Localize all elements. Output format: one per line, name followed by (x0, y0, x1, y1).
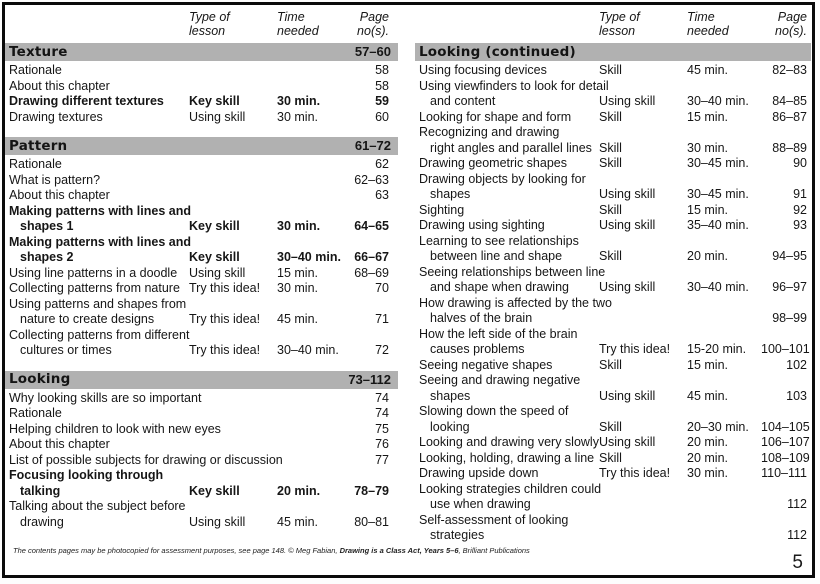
header-type-label (599, 10, 687, 38)
row-time-needed: 30 min. (277, 94, 321, 108)
toc-row (9, 235, 389, 266)
row-lesson-type: Skill (599, 202, 622, 217)
row-title-line: Seeing and drawing negative (419, 373, 581, 387)
row-time-needed: 30 min. (277, 109, 318, 124)
header-time-label-line: Time (687, 10, 715, 24)
section-rows (5, 61, 398, 125)
row-lesson-type: Skill (599, 156, 622, 170)
header-type-label-line: Type of (599, 10, 640, 24)
row-page-numbers: 91 (793, 187, 807, 201)
row-title (9, 281, 189, 297)
row-title (9, 110, 189, 126)
toc-row (9, 391, 389, 407)
row-page-numbers: 110–111 (761, 466, 807, 480)
row-title (9, 188, 189, 204)
row-title-line: looking (430, 419, 470, 434)
row-time-needed: 30–40 min. (687, 94, 749, 108)
row-page-numbers: 58 (375, 78, 389, 93)
footer-book-title: Drawing is a Class Act, Years 5–6 (339, 546, 459, 555)
row-page-numbers: 64–65 (354, 219, 389, 233)
section-pages: 57–60 (354, 44, 391, 59)
row-lesson-type: Skill (599, 109, 622, 124)
toc-column (415, 10, 811, 544)
row-title (419, 218, 599, 234)
row-time-needed: 30 min. (277, 281, 318, 295)
toc-row (419, 450, 810, 467)
row-page-numbers: 78–79 (354, 483, 389, 498)
row-title-line: Using line patterns in a doodle (9, 265, 178, 280)
toc-row (419, 404, 810, 435)
row-time-needed: 45 min. (687, 63, 728, 77)
row-title (419, 295, 612, 327)
header-type-label-line: lesson (599, 24, 636, 38)
row-time-needed: 30 min. (687, 466, 728, 480)
section-title: Looking (continued) (419, 43, 576, 60)
toc-row (9, 266, 389, 282)
toc-row (9, 453, 389, 469)
row-page-numbers: 108–109 (761, 450, 810, 465)
row-title-line: About this chapter (9, 188, 110, 202)
row-time-needed: 45 min. (277, 312, 318, 326)
toc-row (419, 482, 807, 513)
row-time-needed: 20–30 min. (687, 419, 749, 434)
row-time-needed: 30 min. (687, 140, 728, 155)
section-pages: 61–72 (354, 138, 391, 153)
row-title-line: Self-assessment of looking (419, 512, 569, 527)
row-title (9, 63, 189, 79)
row-lesson-type: Skill (599, 357, 622, 372)
row-title-line: How drawing is affected by the two (419, 295, 612, 310)
row-lesson-type: Using skill (599, 187, 656, 201)
row-lesson-type: Try this idea! (599, 342, 671, 356)
row-title (9, 79, 189, 95)
toc-row (9, 406, 389, 422)
row-title-line: cultures or times (20, 343, 112, 357)
footer-text-after: , Brilliant Publications (458, 546, 530, 555)
toc-row (419, 513, 807, 544)
toc-row (9, 328, 389, 359)
toc-row (419, 234, 807, 265)
row-time-needed: 15-20 min. (687, 342, 747, 356)
page-frame (2, 2, 815, 578)
row-page-numbers: 58 (375, 63, 389, 77)
row-title-line: Drawing objects by looking for (419, 171, 586, 186)
section (5, 137, 398, 359)
row-page-numbers: 112 (787, 497, 807, 511)
section-title: Pattern (9, 137, 68, 154)
section-header-bar (5, 371, 398, 389)
row-time-needed: 20 min. (687, 450, 728, 465)
toc-row (9, 94, 389, 110)
section-rows (5, 155, 398, 359)
row-title (9, 437, 189, 453)
row-title (419, 404, 599, 435)
toc-row (419, 435, 810, 451)
toc-row (419, 172, 807, 203)
toc-row (419, 79, 807, 110)
row-page-numbers: 82–83 (772, 63, 807, 77)
row-title (9, 94, 189, 110)
toc-row (419, 218, 807, 234)
row-title-line: Drawing textures (9, 109, 103, 124)
row-lesson-type: Using skill (599, 94, 656, 108)
header-page-label-line: no(s). (357, 24, 389, 38)
toc-row (419, 203, 807, 219)
toc-row (419, 156, 807, 172)
row-title (419, 125, 599, 156)
row-lesson-type: Using skill (189, 109, 246, 124)
row-lesson-type: Skill (599, 419, 622, 434)
row-page-numbers: 103 (786, 388, 807, 403)
row-title-line: Rationale (9, 63, 62, 77)
row-title-line: nature to create designs (20, 312, 155, 326)
section-header-bar (5, 43, 398, 61)
row-title-line: Looking for shape and form (419, 109, 572, 124)
row-page-numbers: 102 (786, 357, 807, 372)
row-title-line: drawing (20, 514, 64, 529)
toc-row (9, 499, 389, 530)
row-title-line: Drawing upside down (419, 466, 539, 480)
row-title-line: Drawing geometric shapes (419, 156, 567, 170)
row-title-line: and shape when drawing (430, 280, 569, 294)
row-title-line: Seeing relationships between line (419, 264, 606, 279)
row-title-line: Talking about the subject before (9, 499, 186, 513)
row-title-line: Slowing down the speed of (419, 404, 569, 418)
row-title (419, 451, 599, 467)
column-header-row (5, 10, 398, 41)
row-title (419, 327, 599, 358)
row-page-numbers: 71 (375, 312, 389, 326)
toc-row (9, 157, 389, 173)
footer-note (13, 546, 530, 555)
toc-row (419, 373, 807, 404)
row-title (9, 297, 189, 328)
row-title-line: shapes (430, 388, 471, 403)
row-title (419, 466, 599, 482)
row-page-numbers: 63 (375, 188, 389, 202)
row-page-numbers: 60 (375, 109, 389, 124)
row-page-numbers: 94–95 (772, 249, 807, 263)
row-time-needed: 30 min. (277, 219, 321, 233)
toc-row (9, 297, 389, 328)
row-title-line: Drawing different textures (9, 94, 164, 108)
row-lesson-type: Key skill (189, 250, 240, 264)
row-title (9, 499, 189, 530)
row-title-line: Making patterns with lines and (9, 234, 191, 249)
row-title (419, 63, 599, 79)
row-title (419, 481, 602, 513)
toc-row (9, 422, 389, 438)
header-time-label (277, 10, 351, 38)
header-time-label-line: needed (687, 24, 729, 38)
row-title-line: Helping children to look with new eyes (9, 421, 221, 436)
row-page-numbers: 62–63 (354, 172, 389, 187)
row-title (419, 234, 599, 265)
row-title-line: Collecting patterns from different (9, 327, 190, 342)
row-lesson-type: Key skill (189, 219, 240, 233)
row-title (9, 468, 189, 499)
row-title-line: Seeing negative shapes (419, 357, 553, 372)
row-title-line: and content (430, 94, 496, 108)
toc-row (9, 437, 389, 453)
row-title (9, 406, 189, 422)
row-title-line: How the left side of the brain (419, 326, 578, 341)
row-title-line: Making patterns with lines and (9, 203, 191, 218)
header-page-label (351, 10, 389, 38)
toc-row (9, 468, 389, 499)
row-page-numbers: 74 (375, 390, 389, 405)
row-lesson-type: Try this idea! (189, 343, 261, 357)
header-page-label-line: no(s). (775, 24, 807, 38)
row-time-needed: 30–45 min. (687, 187, 749, 201)
row-time-needed: 30–40 min. (687, 280, 749, 294)
row-title (419, 172, 599, 203)
toc-row (419, 125, 807, 156)
row-title-line: Using focusing devices (419, 63, 547, 77)
toc-column (5, 10, 398, 544)
row-title-line: Using viewfinders to look for detail (419, 78, 609, 93)
row-time-needed: 15 min. (687, 202, 728, 217)
row-lesson-type: Key skill (189, 483, 240, 498)
toc-row (419, 326, 810, 358)
column-gap (398, 10, 415, 544)
header-page-label-line: Page (359, 10, 389, 24)
row-lesson-type: Using skill (599, 435, 656, 449)
section-pages: 73–112 (348, 371, 391, 387)
column-header-row (415, 10, 811, 41)
toc-row (9, 204, 389, 235)
row-lesson-type: Using skill (189, 514, 246, 529)
row-page-numbers: 90 (793, 156, 807, 170)
row-time-needed: 15 min. (277, 265, 318, 280)
row-title-line: Looking, holding, drawing a line (419, 450, 595, 465)
row-page-numbers: 98–99 (772, 311, 807, 325)
row-title-line: shapes (430, 187, 471, 201)
row-title-line: Why looking skills are so important (9, 390, 202, 405)
row-time-needed: 35–40 min. (687, 218, 749, 232)
row-page-numbers: 66–67 (354, 250, 389, 264)
header-time-label-line: needed (277, 24, 319, 38)
row-title (9, 235, 189, 266)
row-page-numbers: 80–81 (354, 514, 389, 529)
toc-row (419, 296, 807, 327)
header-type-label-line: lesson (189, 24, 226, 38)
row-title (419, 110, 599, 126)
row-time-needed: 45 min. (687, 388, 728, 403)
toc-row (9, 173, 389, 189)
row-page-numbers: 93 (793, 218, 807, 232)
row-title-line: causes problems (430, 342, 525, 356)
row-title-line: right angles and parallel lines (430, 140, 592, 155)
toc-row (419, 466, 807, 482)
row-title-line: talking (20, 483, 61, 498)
section-rows (5, 389, 398, 531)
section (5, 371, 398, 531)
row-title (419, 203, 599, 219)
row-time-needed: 15 min. (687, 357, 728, 372)
row-title (419, 435, 599, 451)
row-time-needed: 30–40 min. (277, 250, 341, 264)
section-title: Texture (9, 43, 68, 60)
section (415, 43, 811, 544)
row-lesson-type: Try this idea! (189, 281, 261, 295)
row-page-numbers: 96–97 (772, 280, 807, 294)
row-title-line: halves of the brain (430, 311, 533, 325)
header-type-label (189, 10, 277, 38)
row-page-numbers: 70 (375, 281, 389, 295)
row-title (9, 328, 189, 359)
row-time-needed: 30–40 min. (277, 343, 339, 357)
row-page-numbers: 86–87 (772, 109, 807, 124)
row-page-numbers: 112 (787, 528, 807, 542)
row-page-numbers: 59 (375, 94, 389, 108)
row-title (9, 390, 202, 407)
row-title-line: Focusing looking through (9, 468, 164, 482)
row-page-numbers: 104–105 (761, 419, 810, 434)
row-page-numbers: 84–85 (772, 94, 807, 108)
row-title (419, 513, 599, 544)
toc-row (419, 63, 807, 79)
row-lesson-type: Skill (599, 140, 622, 155)
row-title-line: Recognizing and drawing (419, 125, 560, 139)
toc-row (9, 110, 389, 126)
section (5, 43, 398, 125)
row-title (9, 173, 189, 189)
row-lesson-type: Using skill (189, 265, 246, 280)
row-title-line: between line and shape (430, 249, 563, 263)
header-time-label-line: Time (277, 10, 305, 24)
row-page-numbers: 74 (375, 406, 389, 420)
row-page-numbers: 62 (375, 157, 389, 171)
row-title (9, 421, 221, 438)
row-page-numbers: 88–89 (772, 140, 807, 155)
row-title-line: Collecting patterns from nature (9, 281, 180, 295)
row-page-numbers: 106–107 (761, 435, 810, 449)
row-page-numbers: 100–101 (761, 342, 810, 356)
row-lesson-type: Using skill (599, 218, 656, 232)
toc-columns (5, 5, 812, 544)
row-title (9, 204, 189, 235)
row-title-line: strategies (430, 528, 485, 542)
row-lesson-type: Key skill (189, 94, 240, 108)
row-time-needed: 20 min. (277, 483, 321, 498)
row-title-line: Looking strategies children could (419, 481, 602, 496)
row-title-line: Looking and drawing very slowly (419, 435, 599, 449)
toc-row (419, 358, 807, 374)
row-title-line: What is pattern? (9, 172, 101, 187)
toc-row (9, 188, 389, 204)
row-lesson-type: Try this idea! (599, 466, 671, 480)
toc-row (9, 281, 389, 297)
row-lesson-type: Using skill (599, 280, 656, 294)
row-title (9, 157, 189, 173)
footer-text-before: The contents pages may be photocopied for assessment purposes, see page 148. © Meg Fabian, (13, 546, 340, 555)
row-title-line: List of possible subjects for drawing or discussion (9, 452, 283, 467)
row-title-line: Rationale (9, 157, 62, 171)
row-page-numbers: 92 (793, 202, 807, 217)
header-time-label (687, 10, 761, 38)
header-page-label (761, 10, 807, 38)
header-page-label-line: Page (777, 10, 807, 24)
header-type-label-line: Type of (189, 10, 230, 24)
row-time-needed: 20 min. (687, 249, 728, 263)
row-title (419, 358, 599, 374)
row-title (419, 264, 606, 296)
section-header-bar (415, 43, 811, 61)
row-time-needed: 15 min. (687, 109, 728, 124)
row-title-line: Rationale (9, 406, 62, 420)
row-title-line: shapes 1 (20, 219, 74, 233)
row-title (419, 156, 599, 172)
row-page-numbers: 76 (375, 437, 389, 451)
row-title (9, 266, 189, 282)
row-page-numbers: 72 (375, 343, 389, 357)
toc-row (9, 63, 389, 79)
toc-row (419, 110, 807, 126)
row-lesson-type: Try this idea! (189, 312, 261, 326)
row-time-needed: 20 min. (687, 435, 728, 449)
row-title (9, 452, 283, 469)
toc-row (419, 265, 807, 296)
section-rows (415, 61, 811, 544)
row-title (419, 78, 609, 110)
row-title-line: Learning to see relationships (419, 233, 579, 248)
row-lesson-type: Using skill (599, 388, 656, 403)
toc-row (9, 79, 389, 95)
row-title-line: Sighting (419, 202, 465, 217)
page-number: 5 (792, 552, 803, 573)
row-title (419, 373, 599, 404)
row-title-line: use when drawing (430, 497, 531, 511)
section-title: Looking (9, 371, 71, 387)
row-page-numbers: 75 (375, 421, 389, 436)
row-title-line: About this chapter (9, 437, 110, 451)
row-lesson-type: Skill (599, 63, 622, 77)
row-time-needed: 30–45 min. (687, 156, 749, 170)
row-title-line: Using patterns and shapes from (9, 296, 187, 311)
row-time-needed: 45 min. (277, 514, 318, 529)
row-lesson-type: Skill (599, 249, 622, 263)
row-title-line: shapes 2 (20, 250, 74, 264)
row-title-line: Drawing using sighting (419, 218, 545, 232)
row-page-numbers: 77 (375, 452, 389, 467)
row-title-line: About this chapter (9, 78, 110, 93)
section-header-bar (5, 137, 398, 155)
row-page-numbers: 68–69 (354, 265, 389, 280)
row-lesson-type: Skill (599, 450, 622, 465)
